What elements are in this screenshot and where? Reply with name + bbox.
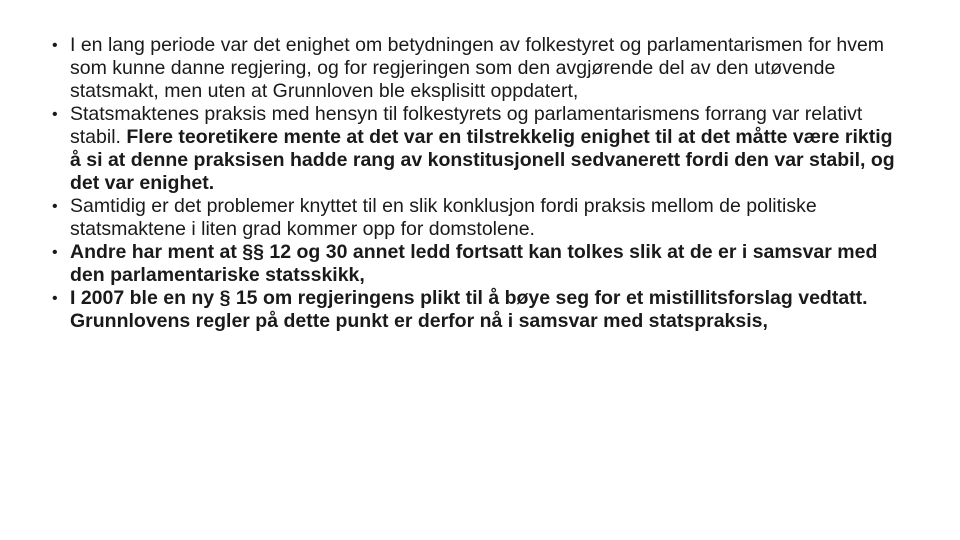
bullet-dot-icon: • (52, 290, 58, 307)
bullet-2-text: Statsmaktenes praksis med hensyn til folkestyrets og parlamentarismens forrang var relativt stabil. (70, 103, 863, 148)
bullet-item-2 (52, 103, 900, 195)
bullet-1-text: I en lang periode var det enighet om betydningen av folkestyret og parlamentarismen for hvem som kunne danne regjering, og for regjeringen som den avgjørende del av den utøvende statsmakt, men uten at Grunnloven ble eksplisitt oppdatert, (70, 34, 885, 102)
bullet-item-5 (52, 287, 900, 333)
bullet-item-4 (52, 241, 900, 287)
bullet-dot-icon: • (52, 244, 58, 261)
bullet-2-bold-text: Flere teoretikere mente at det var en tilstrekkelig enighet til at det måtte være riktig å si at denne praksisen hadde rang av konstitusjonell sedvanerett fordi den var stabil, og det var enighet. (70, 126, 895, 194)
bullet-item-3 (52, 195, 900, 241)
bullet-dot-icon: • (52, 37, 58, 54)
bullet-dot-icon: • (52, 106, 58, 123)
bullet-item-1 (52, 34, 900, 103)
bullet-5-bold-text: I 2007 ble en ny § 15 om regjeringens plikt til å bøye seg for et mistillitsforslag vedtatt. Grunnlovens regler på dette punkt er derfor nå i samsvar med statspraksis, (70, 287, 868, 332)
bullet-list (52, 34, 900, 333)
bullet-3-text: Samtidig er det problemer knyttet til en slik konklusjon fordi praksis mellom de politiske statsmaktene i liten grad kommer opp for domstolene. (70, 195, 817, 240)
bullet-4-bold-text: Andre har ment at §§ 12 og 30 annet ledd fortsatt kan tolkes slik at de er i samsvar med den parlamentariske statsskikk, (70, 241, 878, 286)
bullet-dot-icon: • (52, 198, 58, 215)
